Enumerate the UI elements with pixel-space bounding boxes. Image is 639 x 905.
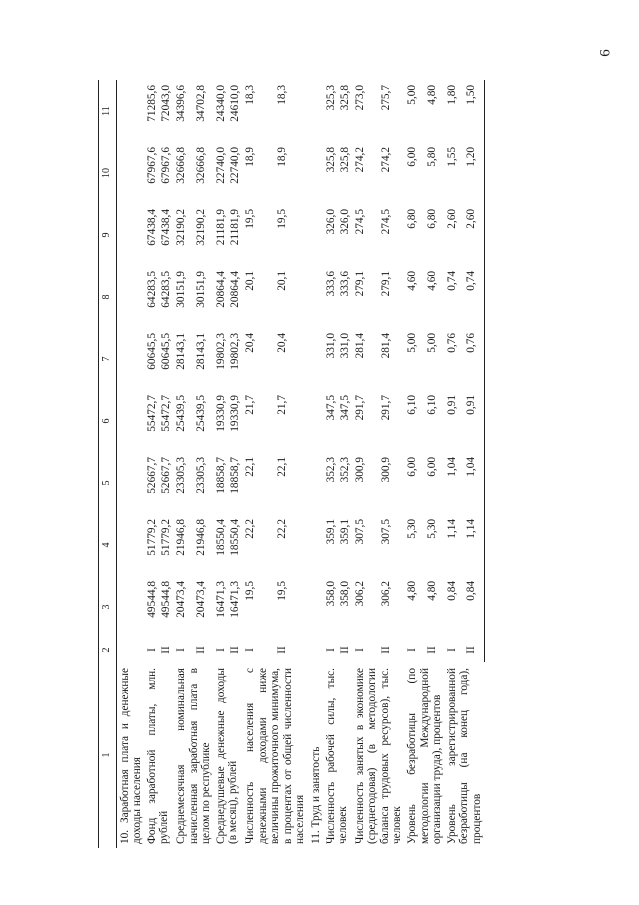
variant-cell: I	[145, 648, 158, 652]
value-cell: 274,5	[353, 209, 366, 235]
value-cell: 275,7	[379, 85, 392, 111]
value-cell: 6,00	[406, 147, 419, 167]
value-cell: 30151,9	[174, 271, 187, 308]
value-cell: 359,1	[339, 519, 352, 545]
value-cell: 6,00	[425, 457, 438, 477]
value-cell: 32190,2	[174, 209, 187, 246]
value-cell: 20473,4	[174, 581, 187, 618]
header-cell: 9	[99, 204, 117, 266]
variant-cell: I	[214, 648, 227, 652]
value-cell: 21946,8	[174, 519, 187, 556]
value-cell: 22,1	[243, 457, 256, 477]
value-cell: 67967,6	[160, 147, 173, 184]
variant-cell: II	[379, 646, 392, 654]
value-cell: 358,0	[324, 581, 337, 607]
indicator-label: Уровень безработицы (по методологии Международной организации труда), процентов	[406, 668, 444, 844]
page-number: 6	[597, 49, 614, 57]
header-cell: 3	[99, 576, 117, 638]
value-cell: 6,00	[406, 457, 419, 477]
value-cell: 51779,2	[160, 519, 173, 556]
value-cell: 32666,8	[194, 147, 207, 184]
value-cell: 23305,3	[174, 457, 187, 494]
empty-cell	[116, 328, 145, 390]
value-cell: 347,5	[339, 395, 352, 421]
value-cell: 291,7	[379, 395, 392, 421]
value-cell: 331,0	[324, 333, 337, 359]
value-cell: 347,5	[324, 395, 337, 421]
value-cell: 21,7	[243, 395, 256, 415]
value-cell: 22740,0	[214, 147, 227, 184]
table-row	[405, 80, 425, 848]
value-cell: 274,5	[379, 209, 392, 235]
value-cell: 28143,1	[174, 333, 187, 370]
header-cell: 1	[99, 662, 117, 848]
value-cell: 0,84	[464, 576, 484, 638]
value-cell: 34396,6	[174, 85, 187, 122]
empty-cell	[308, 514, 324, 576]
empty-cell	[308, 142, 324, 204]
section-title: 10. Заработная плата и денежные доходы населения	[118, 668, 144, 844]
value-cell: 274,2	[353, 147, 366, 173]
header-cell: 5	[99, 452, 117, 514]
value-cell: 20,4	[276, 333, 289, 353]
value-cell: 307,5	[353, 519, 366, 545]
table-row	[243, 80, 275, 848]
empty-cell	[308, 328, 324, 390]
value-cell: 52667,7	[145, 457, 158, 494]
empty-cell	[116, 638, 145, 662]
value-cell: 72043,0	[160, 85, 173, 122]
value-cell: 307,5	[379, 519, 392, 545]
variant-cell: I	[243, 648, 256, 652]
value-cell: 19,5	[243, 581, 256, 601]
empty-cell	[116, 390, 145, 452]
value-cell: 18,9	[243, 147, 256, 167]
value-cell: 1,04	[445, 457, 458, 477]
value-cell: 281,4	[353, 333, 366, 359]
value-cell: 6,80	[425, 209, 438, 229]
value-cell: 28143,1	[194, 333, 207, 370]
value-cell: 1,14	[445, 519, 458, 539]
value-cell: 331,0	[339, 333, 352, 359]
value-cell: 5,00	[406, 85, 419, 105]
value-cell: 18550,4	[214, 519, 227, 556]
value-cell: 19330,9	[229, 395, 242, 432]
value-cell: 20,1	[243, 271, 256, 291]
value-cell: 18,9	[276, 147, 289, 167]
forecast-table-sheet	[98, 80, 527, 848]
value-cell: 34702,8	[194, 85, 207, 122]
variant-cell: II	[425, 646, 438, 654]
table-row	[353, 80, 379, 848]
value-cell: 4,60	[425, 271, 438, 291]
value-cell: 20864,4	[229, 271, 242, 308]
value-cell: 55472,7	[145, 395, 158, 432]
value-cell: 55472,7	[160, 395, 173, 432]
value-cell: 5,00	[425, 333, 438, 353]
value-cell: 279,1	[379, 271, 392, 297]
value-cell: 22,2	[243, 519, 256, 539]
empty-cell	[308, 576, 324, 638]
value-cell: 24340,0	[214, 85, 227, 122]
empty-cell	[116, 80, 145, 142]
empty-cell	[308, 266, 324, 328]
empty-cell	[308, 390, 324, 452]
value-cell: 325,8	[339, 147, 352, 173]
value-cell: 6,80	[406, 209, 419, 229]
value-cell: 22740,0	[229, 147, 242, 184]
indicator-label: Численность населения с денежными доходами ниже величины прожиточного минимума, в процентах от общей численности населения	[243, 668, 307, 844]
value-cell: 32190,2	[194, 209, 207, 246]
value-cell: 20,1	[276, 271, 289, 291]
table-row	[214, 80, 229, 848]
variant-cell: II	[339, 646, 352, 654]
value-cell: 300,9	[379, 457, 392, 483]
header-cell: 4	[99, 514, 117, 576]
value-cell: 5,30	[406, 519, 419, 539]
value-cell: 23305,3	[194, 457, 207, 494]
value-cell: 21181,9	[229, 209, 242, 246]
value-cell: 0,74	[464, 266, 484, 328]
value-cell: 6,10	[406, 395, 419, 415]
value-cell: 19,5	[243, 209, 256, 229]
value-cell: 1,80	[445, 85, 458, 105]
value-cell: 22,2	[276, 519, 289, 539]
value-cell: 64283,5	[145, 271, 158, 308]
value-cell: 22,1	[276, 457, 289, 477]
value-cell: 18858,7	[229, 457, 242, 494]
value-cell: 5,80	[425, 147, 438, 167]
empty-cell	[308, 204, 324, 266]
indicator-label: Среднемесячная номинальная начисленная заработная плата в целом по республике	[174, 668, 213, 844]
header-cell: 7	[99, 328, 117, 390]
header-cell: 10	[99, 142, 117, 204]
value-cell: 19,5	[276, 209, 289, 229]
value-cell: 32666,8	[174, 147, 187, 184]
value-cell: 326,0	[324, 209, 337, 235]
value-cell: 291,7	[353, 395, 366, 421]
value-cell: 18,3	[276, 85, 289, 105]
value-cell: 352,3	[339, 457, 352, 483]
value-cell: 67967,6	[145, 147, 158, 184]
value-cell: 67438,4	[145, 209, 158, 246]
value-cell: 1,55	[445, 147, 458, 167]
header-row	[99, 80, 117, 848]
value-cell: 18,3	[243, 85, 256, 105]
value-cell: 358,0	[339, 581, 352, 607]
value-cell: 24610,0	[229, 85, 242, 122]
empty-cell	[308, 452, 324, 514]
value-cell: 16471,3	[214, 581, 227, 618]
value-cell: 333,6	[339, 271, 352, 297]
value-cell: 4,80	[425, 85, 438, 105]
variant-cell: II	[194, 646, 207, 654]
value-cell: 25439,5	[194, 395, 207, 432]
value-cell: 21,7	[276, 395, 289, 415]
value-cell: 1,14	[464, 514, 484, 576]
value-cell: 5,00	[406, 333, 419, 353]
value-cell: 19802,3	[214, 333, 227, 370]
section-title: 11. Труд и занятость	[309, 746, 322, 844]
value-cell: 52667,7	[160, 457, 173, 494]
empty-cell	[116, 266, 145, 328]
empty-cell	[116, 576, 145, 638]
value-cell: 20864,4	[214, 271, 227, 308]
value-cell: 1,50	[464, 80, 484, 142]
value-cell: 1,20	[464, 142, 484, 204]
empty-cell	[116, 142, 145, 204]
value-cell: 279,1	[353, 271, 366, 297]
value-cell: 306,2	[379, 581, 392, 607]
value-cell: 71285,6	[145, 85, 158, 122]
indicator-label: Среднедушевые денежные доходы (в месяц), рублей	[214, 668, 240, 844]
value-cell: 0,76	[445, 333, 458, 353]
empty-cell	[116, 514, 145, 576]
value-cell: 306,2	[353, 581, 366, 607]
value-cell: 19802,3	[229, 333, 242, 370]
value-cell: 0,76	[464, 328, 484, 390]
value-cell: 18550,4	[229, 519, 242, 556]
value-cell: 2,60	[464, 204, 484, 266]
header-cell: 8	[99, 266, 117, 328]
value-cell: 4,60	[406, 271, 419, 291]
variant-cell: I	[324, 648, 337, 652]
variant-cell: II	[464, 638, 484, 662]
value-cell: 5,30	[425, 519, 438, 539]
empty-cell	[116, 204, 145, 266]
value-cell: 1,04	[464, 452, 484, 514]
value-cell: 49544,8	[145, 581, 158, 618]
value-cell: 273,0	[353, 85, 366, 111]
variant-cell: I	[406, 648, 419, 652]
value-cell: 0,91	[464, 390, 484, 452]
value-cell: 359,1	[324, 519, 337, 545]
header-cell: 6	[99, 390, 117, 452]
variant-cell: I	[174, 648, 187, 652]
value-cell: 2,60	[445, 209, 458, 229]
table-row	[174, 80, 194, 848]
table-row	[324, 80, 339, 848]
indicator-label: Численность рабочей силы, тыс. человек	[324, 668, 350, 844]
value-cell: 0,74	[445, 271, 458, 291]
variant-cell: I	[353, 648, 366, 652]
value-cell: 20473,4	[194, 581, 207, 618]
variant-cell: I	[445, 648, 458, 652]
value-cell: 21181,9	[214, 209, 227, 246]
section-row	[308, 80, 324, 848]
variant-cell: II	[276, 646, 289, 654]
value-cell: 4,80	[425, 581, 438, 601]
value-cell: 325,8	[324, 147, 337, 173]
value-cell: 18858,7	[214, 457, 227, 494]
empty-cell	[116, 452, 145, 514]
value-cell: 16471,3	[229, 581, 242, 618]
value-cell: 0,84	[445, 581, 458, 601]
value-cell: 20,4	[243, 333, 256, 353]
value-cell: 21946,8	[194, 519, 207, 556]
value-cell: 4,80	[406, 581, 419, 601]
value-cell: 0,91	[445, 395, 458, 415]
value-cell: 333,6	[324, 271, 337, 297]
empty-cell	[308, 638, 324, 662]
value-cell: 60645,5	[160, 333, 173, 370]
table-row	[445, 80, 465, 848]
section-row	[116, 80, 145, 848]
value-cell: 60645,5	[145, 333, 158, 370]
value-cell: 6,10	[425, 395, 438, 415]
value-cell: 325,8	[339, 85, 352, 111]
value-cell: 64283,5	[160, 271, 173, 308]
table-row	[145, 80, 160, 848]
value-cell: 325,3	[324, 85, 337, 111]
value-cell: 352,3	[324, 457, 337, 483]
value-cell: 30151,9	[194, 271, 207, 308]
value-cell: 19330,9	[214, 395, 227, 432]
header-cell: 2	[99, 638, 117, 662]
value-cell: 19,5	[276, 581, 289, 601]
indicator-label: Уровень зарегистрированной безработицы (на конец года), процентов	[445, 668, 484, 844]
value-cell: 300,9	[353, 457, 366, 483]
table-body	[116, 80, 485, 848]
variant-cell: II	[160, 646, 173, 654]
value-cell: 25439,5	[174, 395, 187, 432]
value-cell: 274,2	[379, 147, 392, 173]
indicator-label: Фонд заработной платы, млн. рублей	[145, 668, 171, 844]
value-cell: 49544,8	[160, 581, 173, 618]
value-cell: 326,0	[339, 209, 352, 235]
indicator-label: Численность занятых в экономике (среднегодовая) (в методологии баланса трудовых ресурсов), тыс. человек	[353, 668, 404, 844]
forecast-table	[98, 80, 485, 848]
value-cell: 51779,2	[145, 519, 158, 556]
header-cell: 11	[99, 80, 117, 142]
empty-cell	[308, 80, 324, 142]
value-cell: 67438,4	[160, 209, 173, 246]
value-cell: 281,4	[379, 333, 392, 359]
variant-cell: II	[229, 646, 242, 654]
